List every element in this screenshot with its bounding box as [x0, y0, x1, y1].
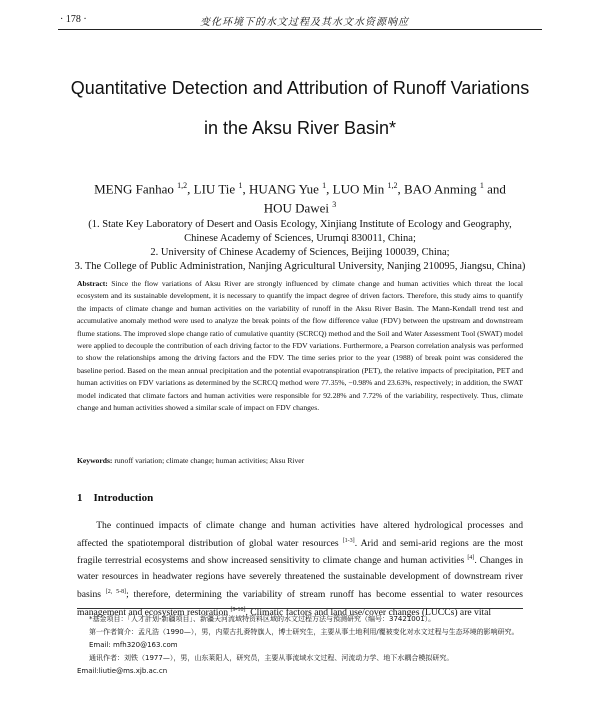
author-affil-mark: 1,2	[177, 181, 188, 190]
page-number: · 178 ·	[60, 14, 87, 25]
keywords	[77, 455, 523, 467]
body-paragraph	[77, 518, 523, 620]
citation: [9-10]	[230, 606, 246, 613]
footnote-author-bio: 第一作者简介：孟凡浩（1990—），男，内蒙古扎赉特旗人，博士研究生，主要从事土地利用/覆被变化对水文过程与生态环境的影响研究。Email: mfh320@163.com	[89, 628, 519, 649]
body-text: . Arid and semi-arid regions are the most fragile terrestrial ecosystems and show increased sensitivity to climate change and human activities	[77, 537, 523, 567]
header-rule	[58, 29, 542, 30]
abstract-label: Abstract:	[77, 279, 108, 288]
author-name: HOU Dawei	[263, 200, 330, 216]
author-conjunction: and	[487, 181, 506, 197]
abstract	[77, 278, 523, 414]
author-affil-mark: 1	[322, 181, 327, 190]
author-name: HUANG Yue	[248, 181, 319, 197]
citation: [4]	[467, 555, 475, 562]
author-list: MENG Fanhao $^{1,2}$, LIU Tie $^1$, HUANG Yue $^1$, LUO Min $^{1,2}$, BAO Anming $^1$ and HOU Dawei $^3$	[94, 181, 506, 216]
citation: [1-3]	[342, 537, 355, 544]
section-number: 1	[77, 492, 83, 504]
journal-title: 变化环境下的水文过程及其水文水资源响应	[200, 17, 409, 28]
body-text: . Changes in water resources in headwater regions have severely threatened the sustainable development of downstream river basins	[77, 555, 523, 600]
footnote-rule	[77, 608, 523, 609]
affiliation-line: (1. State Key Laboratory of Desert and Oasis Ecology, Xinjiang Institute of Ecology and Geography,	[88, 219, 512, 230]
abstract-text: Since the flow variations of Aksu River are strongly influenced by climate change and human activities which threat the local ecosystem and its sustainable development, it is necessary to quantify the impact degree of driven factors. Therefore, this study aims to quantify the impacts of climate change and human activities on the variability of runoff in the Aksu River Basin. The Mann-Kendall trend test and accumulative anomaly method were used to analyze the break points of the flow difference value (FDV) between the upstream and downstream flume stations. The improved slope change ratio of cumulative quantity (SCRCQ) method and the Soil and Water Assessment Tool (SWAT) model were applied to decouple the contribution of each driving factor to the FDV variations. Furthermore, a Pearson correlation analysis was performed to show the relationships among the driving factors and the FDV. The time series prior to the year (1988) of break point was considered the baseline period. Based on the mean annual precipitation and the potential evapotranspiration (PET), the relative impacts of precipitation, PET and human activities on FDV variations as determined by the SCRCQ method were 77.35%, −0.98% and 23.63%, respectively; in addition, the SWAT model indicated that climate factors and human activities were responsible for 92.28% and 7.72% of the variability, respectively. Thus, climate change and human activities showed a similar scale of impact on FDV changes.	[77, 279, 524, 413]
affiliations	[40, 218, 560, 274]
author-name: BAO Anming	[404, 181, 477, 197]
paper-title-line1: Quantitative Detection and Attribution of Runoff Variations	[70, 78, 530, 98]
footnote-email: Email:liutie@ms.xjb.ac.cn	[77, 667, 168, 675]
affiliation-line: 3. The College of Public Administration, Nanjing Agricultural University, Nanjing 210095, Jiangsu, China)	[74, 261, 526, 272]
author-name: MENG Fanhao	[94, 181, 174, 197]
author-name: LUO Min	[332, 181, 385, 197]
keywords-text: runoff variation; climate change; human activities; Aksu River	[114, 456, 305, 465]
author-affil-mark: 1	[238, 181, 243, 190]
section-title: Introduction	[93, 492, 154, 504]
body-text: The continued impacts of climate change and human activities have altered hydrological processes and affected the spatiotemporal distribution of global water resources	[77, 520, 523, 549]
author-affil-mark: 3	[332, 200, 337, 210]
footnotes	[77, 613, 523, 678]
author-affil-mark: 1	[479, 181, 484, 190]
body-text: ; therefore, determining the variability of stream runoff has become essential to water resources management and ecosystem restoration	[77, 588, 523, 618]
running-header	[60, 12, 540, 28]
citation: [2, 5-8]	[105, 588, 127, 595]
author-affil-mark: 1,2	[387, 181, 398, 190]
affiliation-line: 2. University of Chinese Academy of Sciences, Beijing 100039, China;	[150, 247, 450, 258]
keywords-label: Keywords:	[77, 456, 113, 465]
affiliation-line: Chinese Academy of Sciences, Urumqi 830011, China;	[184, 233, 416, 244]
footnote-funding: *基金项目：「人才計划-新疆项目」、新疆天河流域特资料区域的水文过程方法与預测研究（编号：37421001）。	[89, 615, 436, 623]
body-text: . Climatic factors and land use/cover changes (LUCCs) are vital	[245, 606, 492, 618]
section-heading	[77, 492, 153, 504]
footnote-corresponding: 通讯作者：刘铁（1977—），男，山东莱阳人，研究员，主要从事流域水文过程、河流动力学、地下水耦合模拟研究。	[89, 654, 454, 662]
paper-title-line2: in the Aksu River Basin*	[203, 118, 397, 138]
author-name: LIU Tie	[193, 181, 236, 197]
